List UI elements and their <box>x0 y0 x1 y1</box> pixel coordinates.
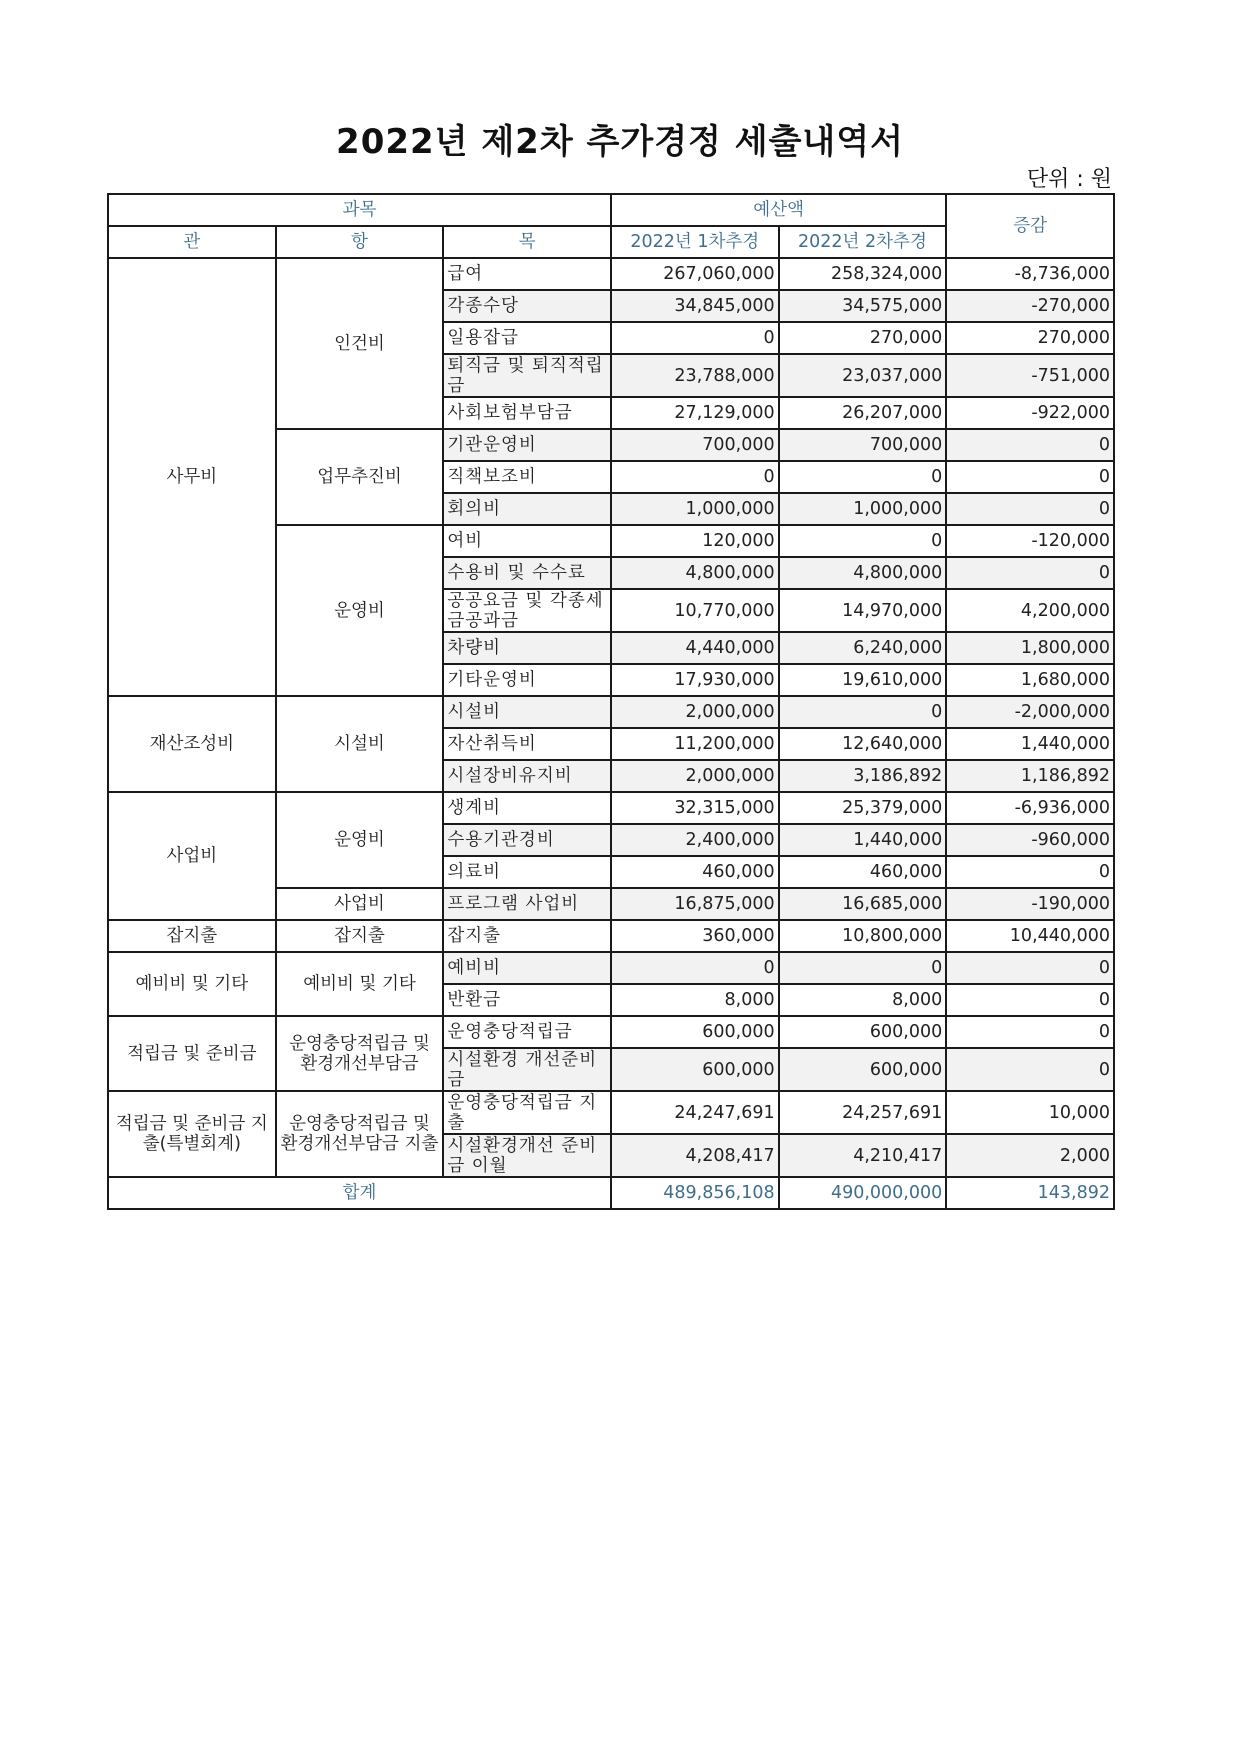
round1-cell: 0 <box>611 952 779 984</box>
item-cell: 자산취득비 <box>443 728 611 760</box>
diff-cell: 0 <box>946 461 1114 493</box>
item-cell: 잡지출 <box>443 920 611 952</box>
round1-cell: 27,129,000 <box>611 397 779 429</box>
group-cell: 예비비 및 기타 <box>108 952 276 1016</box>
round1-cell: 24,247,691 <box>611 1091 779 1134</box>
round1-cell: 8,000 <box>611 984 779 1016</box>
round1-cell: 4,208,417 <box>611 1134 779 1177</box>
unit-label: 단위 : 원 <box>1026 167 1112 192</box>
header-diff: 증감 <box>946 194 1114 258</box>
round2-cell: 10,800,000 <box>779 920 947 952</box>
item-cell: 수용비 및 수수료 <box>443 557 611 589</box>
round2-cell: 600,000 <box>779 1048 947 1091</box>
round2-cell: 19,610,000 <box>779 664 947 696</box>
subgroup-cell: 예비비 및 기타 <box>276 952 444 1016</box>
diff-cell: -120,000 <box>946 525 1114 557</box>
round2-cell: 34,575,000 <box>779 290 947 322</box>
item-cell: 공공요금 및 각종세금공과금 <box>443 589 611 632</box>
document-title: 2022년 제2차 추가경정 세출내역서 <box>336 122 904 162</box>
round1-cell: 23,788,000 <box>611 354 779 397</box>
table-row <box>108 920 1114 952</box>
item-cell: 시설환경 개선준비금 <box>443 1048 611 1091</box>
round1-cell: 600,000 <box>611 1048 779 1091</box>
diff-cell: 0 <box>946 1048 1114 1091</box>
round2-cell: 1,440,000 <box>779 824 947 856</box>
diff-cell: 0 <box>946 1016 1114 1048</box>
total-round1: 489,856,108 <box>611 1177 779 1209</box>
diff-cell: 10,000 <box>946 1091 1114 1134</box>
round1-cell: 0 <box>611 461 779 493</box>
group-cell: 적립금 및 준비금 <box>108 1016 276 1091</box>
header-gwan: 관 <box>108 226 276 258</box>
total-label: 합계 <box>108 1177 611 1209</box>
subgroup-cell: 시설비 <box>276 696 444 792</box>
item-cell: 시설비 <box>443 696 611 728</box>
round2-cell: 16,685,000 <box>779 888 947 920</box>
round2-cell: 0 <box>779 696 947 728</box>
round2-cell: 4,800,000 <box>779 557 947 589</box>
diff-cell: 1,680,000 <box>946 664 1114 696</box>
round1-cell: 4,440,000 <box>611 632 779 664</box>
round2-cell: 25,379,000 <box>779 792 947 824</box>
item-cell: 기관운영비 <box>443 429 611 461</box>
round1-cell: 2,000,000 <box>611 760 779 792</box>
diff-cell: 0 <box>946 493 1114 525</box>
header-mok: 목 <box>443 226 611 258</box>
table-row <box>108 1091 1114 1134</box>
round2-cell: 1,000,000 <box>779 493 947 525</box>
table-row <box>108 258 1114 290</box>
diff-cell: 1,186,892 <box>946 760 1114 792</box>
diff-cell: 4,200,000 <box>946 589 1114 632</box>
round1-cell: 10,770,000 <box>611 589 779 632</box>
round2-cell: 24,257,691 <box>779 1091 947 1134</box>
diff-cell: -190,000 <box>946 888 1114 920</box>
round2-cell: 700,000 <box>779 429 947 461</box>
round2-cell: 460,000 <box>779 856 947 888</box>
round1-cell: 600,000 <box>611 1016 779 1048</box>
total-diff: 143,892 <box>946 1177 1114 1209</box>
round1-cell: 2,400,000 <box>611 824 779 856</box>
round2-cell: 14,970,000 <box>779 589 947 632</box>
total-row <box>108 1177 1114 1209</box>
item-cell: 일용잡급 <box>443 322 611 354</box>
round1-cell: 11,200,000 <box>611 728 779 760</box>
subgroup-cell: 사업비 <box>276 888 444 920</box>
item-cell: 기타운영비 <box>443 664 611 696</box>
round1-cell: 4,800,000 <box>611 557 779 589</box>
diff-cell: -8,736,000 <box>946 258 1114 290</box>
round1-cell: 0 <box>611 322 779 354</box>
round1-cell: 32,315,000 <box>611 792 779 824</box>
round1-cell: 1,000,000 <box>611 493 779 525</box>
group-cell: 사무비 <box>108 258 276 696</box>
item-cell: 의료비 <box>443 856 611 888</box>
round1-cell: 460,000 <box>611 856 779 888</box>
diff-cell: -922,000 <box>946 397 1114 429</box>
round2-cell: 0 <box>779 952 947 984</box>
diff-cell: 1,800,000 <box>946 632 1114 664</box>
table-row <box>108 696 1114 728</box>
round2-cell: 6,240,000 <box>779 632 947 664</box>
diff-cell: 0 <box>946 984 1114 1016</box>
subgroup-cell: 운영비 <box>276 792 444 888</box>
round2-cell: 600,000 <box>779 1016 947 1048</box>
group-cell: 재산조성비 <box>108 696 276 792</box>
round2-cell: 3,186,892 <box>779 760 947 792</box>
budget-table <box>107 193 1115 1210</box>
diff-cell: 0 <box>946 856 1114 888</box>
item-cell: 회의비 <box>443 493 611 525</box>
round1-cell: 120,000 <box>611 525 779 557</box>
diff-cell: -6,936,000 <box>946 792 1114 824</box>
round2-cell: 0 <box>779 525 947 557</box>
header-round1: 2022년 1차추경 <box>611 226 779 258</box>
header-row-1 <box>108 194 1114 226</box>
table-row <box>108 1016 1114 1048</box>
subgroup-cell: 인건비 <box>276 258 444 429</box>
item-cell: 여비 <box>443 525 611 557</box>
subgroup-cell: 잡지출 <box>276 920 444 952</box>
item-cell: 사회보험부담금 <box>443 397 611 429</box>
group-cell: 사업비 <box>108 792 276 920</box>
diff-cell: 270,000 <box>946 322 1114 354</box>
item-cell: 퇴직금 및 퇴직적립금 <box>443 354 611 397</box>
item-cell: 예비비 <box>443 952 611 984</box>
round1-cell: 360,000 <box>611 920 779 952</box>
round2-cell: 23,037,000 <box>779 354 947 397</box>
round1-cell: 34,845,000 <box>611 290 779 322</box>
item-cell: 프로그램 사업비 <box>443 888 611 920</box>
diff-cell: 1,440,000 <box>946 728 1114 760</box>
round2-cell: 12,640,000 <box>779 728 947 760</box>
round1-cell: 16,875,000 <box>611 888 779 920</box>
diff-cell: 0 <box>946 557 1114 589</box>
diff-cell: 0 <box>946 952 1114 984</box>
item-cell: 급여 <box>443 258 611 290</box>
item-cell: 직책보조비 <box>443 461 611 493</box>
round1-cell: 2,000,000 <box>611 696 779 728</box>
round2-cell: 258,324,000 <box>779 258 947 290</box>
header-round2: 2022년 2차추경 <box>779 226 947 258</box>
item-cell: 반환금 <box>443 984 611 1016</box>
group-cell: 잡지출 <box>108 920 276 952</box>
round1-cell: 267,060,000 <box>611 258 779 290</box>
diff-cell: 10,440,000 <box>946 920 1114 952</box>
round2-cell: 270,000 <box>779 322 947 354</box>
diff-cell: 0 <box>946 429 1114 461</box>
item-cell: 시설장비유지비 <box>443 760 611 792</box>
subgroup-cell: 운영충당적립금 및 환경개선부담금 <box>276 1016 444 1091</box>
header-subject: 과목 <box>108 194 611 226</box>
header-hang: 항 <box>276 226 444 258</box>
subgroup-cell: 업무추진비 <box>276 429 444 525</box>
group-cell: 적립금 및 준비금 지출(특별회계) <box>108 1091 276 1177</box>
round2-cell: 8,000 <box>779 984 947 1016</box>
item-cell: 운영충당적립금 지출 <box>443 1091 611 1134</box>
round1-cell: 17,930,000 <box>611 664 779 696</box>
subgroup-cell: 운영충당적립금 및 환경개선부담금 지출 <box>276 1091 444 1177</box>
table-row <box>108 952 1114 984</box>
item-cell: 차량비 <box>443 632 611 664</box>
diff-cell: -960,000 <box>946 824 1114 856</box>
item-cell: 수용기관경비 <box>443 824 611 856</box>
item-cell: 각종수당 <box>443 290 611 322</box>
diff-cell: -2,000,000 <box>946 696 1114 728</box>
item-cell: 운영충당적립금 <box>443 1016 611 1048</box>
subgroup-cell: 운영비 <box>276 525 444 696</box>
diff-cell: -751,000 <box>946 354 1114 397</box>
total-round2: 490,000,000 <box>779 1177 947 1209</box>
round2-cell: 26,207,000 <box>779 397 947 429</box>
round1-cell: 700,000 <box>611 429 779 461</box>
round2-cell: 0 <box>779 461 947 493</box>
round2-cell: 4,210,417 <box>779 1134 947 1177</box>
item-cell: 시설환경개선 준비금 이월 <box>443 1134 611 1177</box>
diff-cell: 2,000 <box>946 1134 1114 1177</box>
item-cell: 생계비 <box>443 792 611 824</box>
header-budget: 예산액 <box>611 194 946 226</box>
diff-cell: -270,000 <box>946 290 1114 322</box>
table-row <box>108 792 1114 824</box>
